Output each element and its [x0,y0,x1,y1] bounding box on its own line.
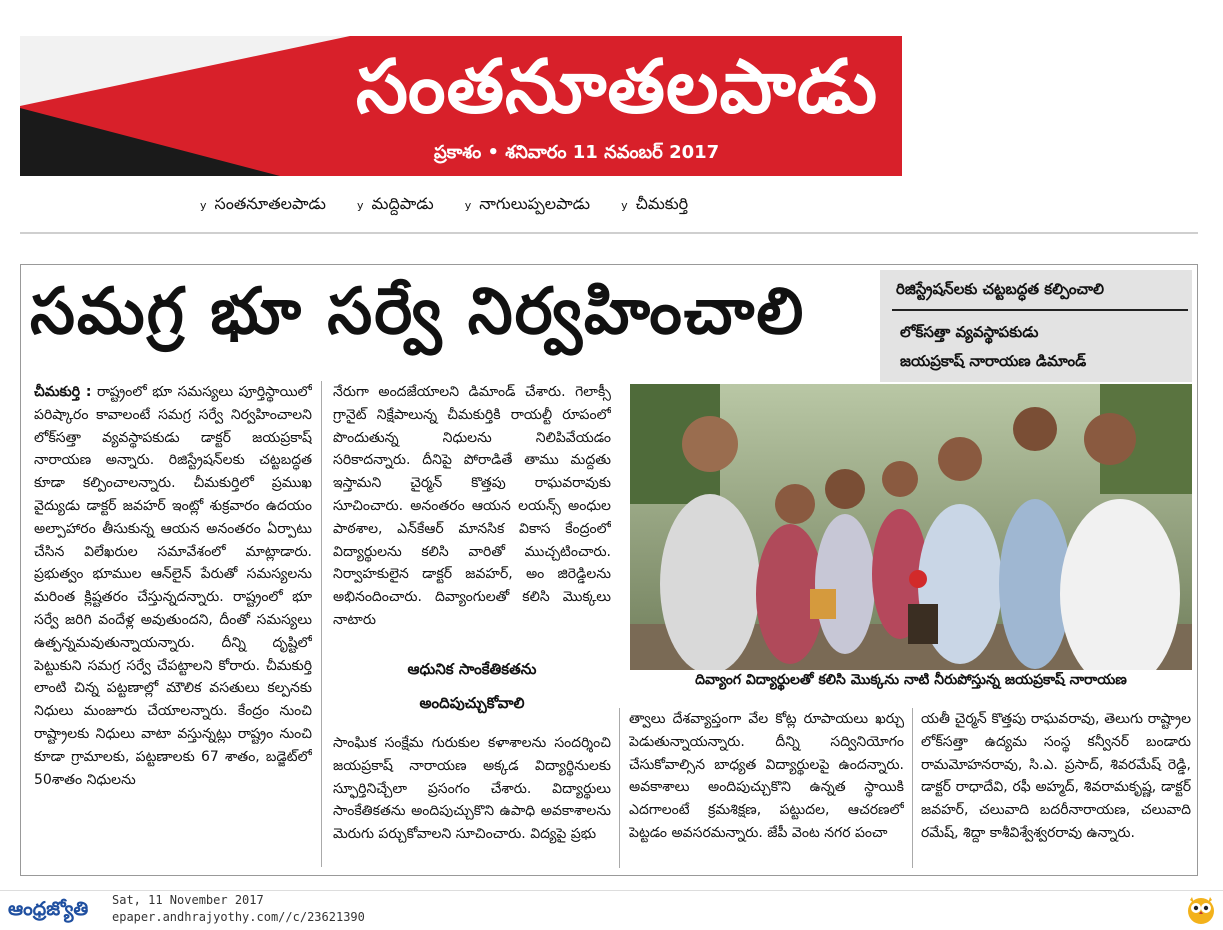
nav-bullet: y [200,199,207,212]
article-photo [630,384,1192,670]
article-column-1 [34,381,312,865]
nav-divider [20,232,1198,234]
sidebar-deck [900,318,1086,376]
sidebar-kicker: రిజిస్ట్రేషన్‌లకు చట్టబద్ధత కల్పించాలి [896,280,1104,298]
sidebar-deck-line1: లోక్‌సత్తా వ్యవస్థాపకుడు [900,323,1039,341]
article-column-4: త్వాలు దేశవ్యాప్తంగా వేల కోట్ల రూపాయలు ఖర్చు పెడుతున్నాయన్నారు. దీన్ని సద్వినియోగం చేసుకోవాల్సిన బాధ్యత విద్యార్థులపై ఉందన్నారు. అవకాశాలు అందిపుచ్చుకొని ఉన్నత స్థాయికి ఎదగాలంటే క్రమశిక్షణ, పట్టుదల, ఆచరణలో పెట్టడం అవసరమన్నారు. జేపీ వెంట నగర పంచా [629,711,904,841]
sidebar-divider [892,309,1188,311]
nav-bullet: y [464,199,472,212]
footer-url[interactable]: epaper.andhrajyothy.com//c/23621390 [112,910,365,924]
footer-divider [0,890,1223,891]
nav-item-nagulauppalapadu[interactable]: నాగులుప్పలపాడు [479,194,590,213]
andhrajyothy-logo[interactable]: ఆంధ్రజ్యోతి [8,898,89,920]
article-column-3: సాంఘిక సంక్షేమ గురుకుల కళాశాలను సందర్శించి జయప్రకాష్ నారాయణ అక్కడ విద్యార్థినులకు స్ఫూర్తినిచ్చేలా ప్రసంగం చేశారు. విద్యార్థులు సాంకేతికతను అందిపుచ్చుకొని ఉపాధి అవకాశాలను మెరుగు పర్చుకోవాలని సూచించారు. విద్యపై ప్రభు [333,735,611,843]
column-separator [321,381,322,867]
nav-item-maddipadu[interactable]: మద్దిపాడు [371,194,434,213]
masthead-banner [20,36,902,176]
section-nav [200,194,714,217]
column-1-text: రాష్ట్రంలో భూ సమస్యలు పూర్తిస్థాయిలో పరిష్కారం కావాలంటే సమగ్ర సర్వే నిర్వహించాలని లోక్‌సత్తా వ్యవస్థాపకుడు డాక్టర్ జయప్రకాష్ నారాయణ అన్నారు. రిజిస్ట్రేషన్‌లకు చట్టబద్ధత కూడా కల్పించాలన్నారు. చీమకుర్తిలో ప్రముఖ వైద్యుడు డాక్టర్ జవహర్ ఇంట్లో శుక్రవారం ఉదయం అల్పాహారం తీసుకున్న ఆయన అనంతరం ఏర్పాటు చేసిన విలేఖరుల సమావేశంలో మాట్లాడారు. ప్రభుత్వం భూముల ఆన్‌లైన్ పేరుతో సమస్యలను మరింత క్లిష్టతరం చేస్తున్నదన్నారు. రాష్ట్రంలో భూ సర్వే జరిగి వందేళ్ల అవుతుందని, దీంతో సమస్యలు ఉత్పన్నమవుతున్నాయన్నారు. దీన్ని దృష్టిలో పెట్టుకుని సమగ్ర సర్వే చేపట్టాలని కోరారు. చీమకుర్తి లాంటి చిన్న పట్టణాల్లో మౌలిక వసతులు కల్పనకు నిధులు మంజూరు చేయాలన్నారు. కేంద్రం నుంచి రాష్ట్రాలకు నిధులు వాటా వస్తున్నట్లు రాష్ట్రం నుంచి కూడా గ్రామాలకు, పట్టణాలకు 67 శాతం, బడ్జెట్‌లో 50శాతం నిధులను [34,384,312,788]
article-column-2: నేరుగా అందజేయాలని డిమాండ్ చేశారు. గెలాక్సీ గ్రానైట్ నిక్షేపాలున్న చీమకుర్తికి రాయల్టీ రూపంలో పొందుతున్న నిధులను నిలిపివేయడం సరికాదన్నారు. దీనిపై పోరాడితే తాము మద్దతు ఇస్తామని చైర్మన్ కొత్తపు రాఘవరావుకు సూచించారు. అనంతరం ఆయన లయన్స్ అంధుల పాఠశాల, ఎన్‌కేఆర్ మానసిక వికాస కేంద్రంలో విద్యార్థులను కలిసి వారితో ముచ్చటించారు. నిర్వాహకులైన డాక్టర్ జవహర్, అం జిరెడ్డిలను అభినందించారు. దివ్యాంగులతో కలిసి మొక్కలు నాటారు [333,384,611,628]
nav-item-santhanuthalapadu[interactable]: సంతనూతలపాడు [214,194,326,213]
column-separator [912,708,913,868]
article-column-5: యతీ చైర్మన్ కొత్తపు రాఘవరావు, తెలుగు రాష్ట్రాల లోక్‌సత్తా ఉద్యమ సంస్థ కన్వీనర్ బండారు రామమోహనరావు, సి.ఎ. ప్రసాద్, శివరమేష్ రెడ్డి, డాక్టర్ రాధాదేవి, రఫీ అహ్మద్, శివరామకృష్ణ, డాక్టర్ జవహర్, చలువాది బదరీనారాయణ, చలువాది రమేష్, శిద్దా కాశీవిశ్వేశ్వరరావు ఉన్నారు. [921,711,1191,841]
nav-bullet: y [621,199,628,212]
masthead-title: సంతనూతలపాడు [356,44,879,130]
owl-icon[interactable] [1185,893,1217,925]
dateline-place: చీమకుర్తి : [34,384,92,400]
subheading-line2: అందిపుచ్చుకోవాలి [419,694,525,712]
photo-caption: దివ్యాంగ విద్యార్థులతో కలిసి మొక్కను నాటి నీరుపోస్తున్న జయప్రకాష్ నారాయణ [695,672,1127,688]
masthead-dateline: ప్రకాశం • శనివారం 11 నవంబర్ 2017 [434,142,720,163]
footer-date: Sat, 11 November 2017 [112,893,264,907]
nav-bullet: y [357,199,364,212]
photo-illustration [630,384,1192,670]
nav-item-chimakurthi[interactable]: చీమకుర్తి [635,194,689,213]
sidebar-deck-line2: జయప్రకాష్ నారాయణ డిమాండ్ [900,352,1087,370]
subheading-line1: ఆధునిక సాంకేతికతను [407,660,537,678]
column-separator [619,708,620,868]
article-headline: సమగ్ర భూ సర్వే నిర్వహించాలి [30,275,806,349]
